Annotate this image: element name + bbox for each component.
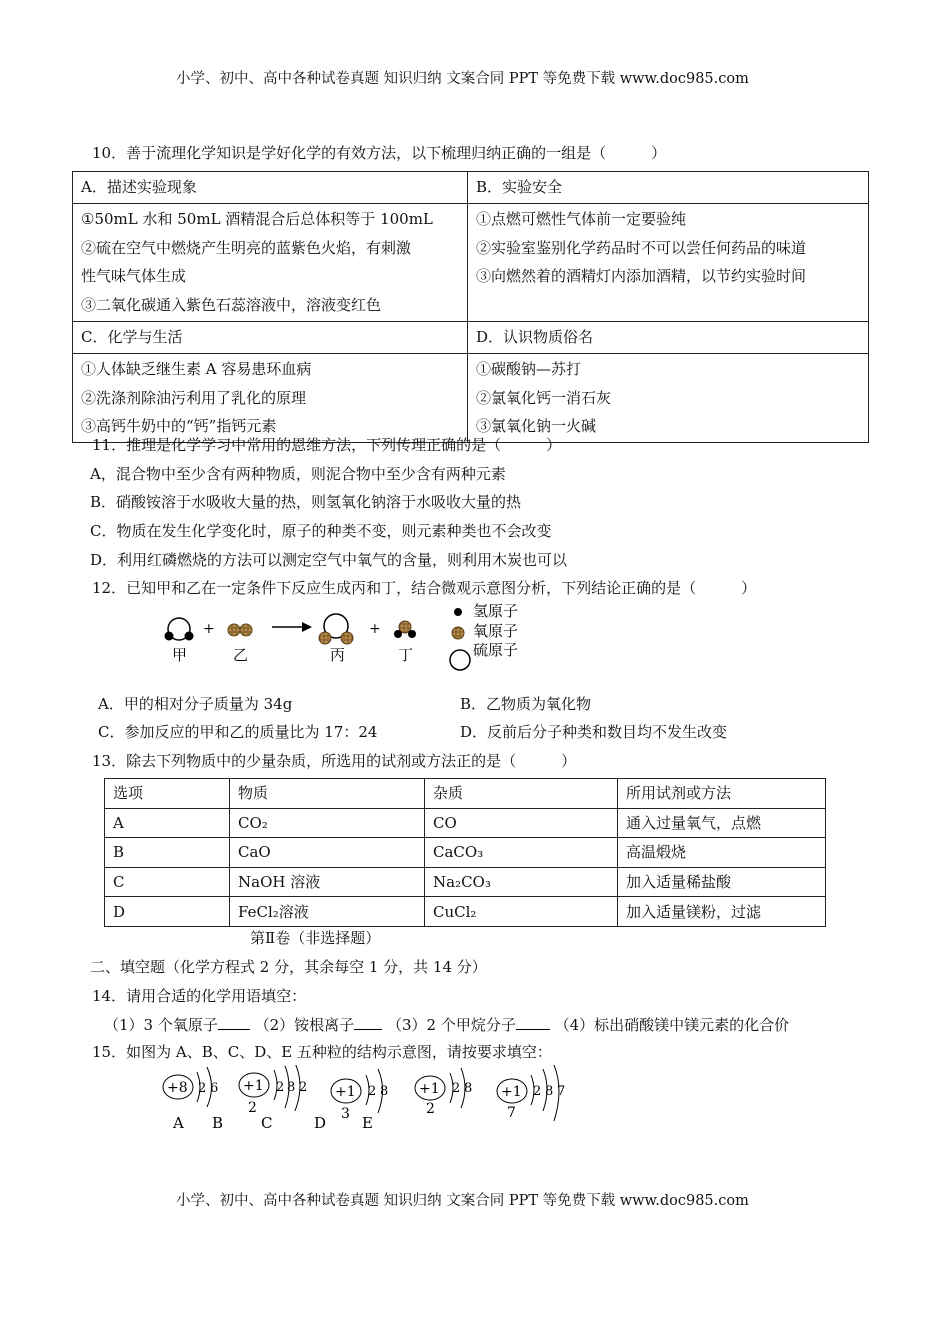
q13-rows-3-2: CuCl₂ [425, 897, 618, 927]
atom-a [163, 1067, 218, 1107]
q13-rows-1-1: CaO [230, 838, 425, 868]
label-b: B [212, 1114, 224, 1132]
section2-title: 二、填空题（化学方程式 2 分，其余每空 1 分，共 14 分） [90, 958, 487, 976]
q10-cells-0-lines-2: 性气味气体生成 [81, 267, 187, 286]
q10-b-title: B．实验安全 [468, 172, 869, 204]
q10-c-title: C．化学与生活 [73, 321, 468, 353]
q12-option-a: A．甲的相对分子质量为 34g [98, 695, 293, 713]
part2-title: 第Ⅱ卷（非选择题） [250, 929, 381, 947]
q13-stem: 13．除去下列物质中的少量杂质，所选用的试剂或方法正的是（ ） [92, 752, 577, 770]
q15-atoms-1-shells-2: 2 [299, 1080, 308, 1095]
q10-b-body [468, 203, 869, 321]
molecule-ding [394, 621, 416, 638]
svg-text:+: + [203, 621, 215, 637]
q15-atoms-4-shells-0: 2 [533, 1084, 542, 1099]
q13-rows-2-1: NaOH 溶液 [230, 867, 425, 897]
q15-atoms-1-shells-1: 8 [287, 1080, 296, 1095]
page-header: 小学、初中、高中各种试卷真题 知识归纳 文案合同 PPT 等免费下载 www.doc985.com [176, 71, 749, 87]
q15-atoms-0-shells-0: 2 [198, 1081, 207, 1096]
q14-stem: 14．请用合适的化学用语填空： [92, 987, 307, 1005]
table-row [105, 808, 826, 838]
oxygen-legend-icon [452, 627, 464, 639]
q15-atoms-4-sub: 7 [507, 1105, 516, 1121]
q15-atoms-0-nucleus: +8 [167, 1080, 188, 1096]
table-header-row [105, 779, 826, 809]
q15-atoms-0-shells-1: 6 [210, 1081, 219, 1096]
q10-cells-2-lines-0: ①人体缺乏继生素 A 容易患环血病 [81, 359, 312, 378]
label-bing: 丙 [330, 646, 346, 664]
q13-headers-0: 选项 [105, 779, 230, 809]
hydrogen-legend-icon [454, 608, 462, 616]
label-ding: 丁 [398, 646, 414, 664]
answer-blank-1[interactable] [218, 1015, 250, 1030]
atom-d [415, 1068, 472, 1117]
q15-atoms-2-shells-1: 8 [380, 1084, 389, 1099]
q15-atoms-3-nucleus: +1 [419, 1081, 440, 1097]
q10-cells-3-lines-0: ①碳酸钠—苏打 [476, 359, 582, 378]
molecule-bing [319, 614, 353, 644]
q13-rows-2-2: Na₂CO₃ [425, 867, 618, 897]
q12-option-d: D．反前后分子种类和数目均不发生改变 [460, 723, 728, 741]
q10-cells-2-lines-1: ②洗涤剂除油污利用了乳化的原理 [81, 388, 307, 407]
table-row [105, 897, 826, 927]
q15-atoms-1-nucleus: +1 [243, 1078, 264, 1094]
label-a: A [173, 1114, 184, 1132]
label-e: E [362, 1114, 373, 1132]
q13-rows-3-1: FeCl₂溶液 [230, 897, 425, 927]
q10-a-body [73, 203, 468, 321]
legend-oxygen: 氧原子 [473, 622, 519, 640]
q15-atoms-4-nucleus: +1 [501, 1084, 522, 1100]
q10-cells-0-lines-3: ③二氧化碳通入紫色石蕊溶液中，溶液变红色 [81, 296, 382, 315]
q15-atoms-3-shells-1: 8 [464, 1081, 473, 1096]
q10-c-body [73, 353, 468, 442]
q14-items-0: （1）3 个氧原子 [104, 1016, 218, 1034]
q13-table [104, 778, 826, 927]
q11-option-a: A，混合物中至少含有两种物质，则泥合物中至少含有两种元素 [90, 465, 506, 483]
q13-rows-0-0: A [105, 808, 230, 838]
q15-atoms-2-shells-0: 2 [368, 1084, 377, 1099]
q11-option-d: D．利用红磷燃烧的方法可以测定空气中氧气的含量，则利用木炭也可以 [90, 551, 568, 569]
molecule-yi [228, 624, 252, 636]
q12-option-b: B．乙物质为氧化物 [460, 695, 592, 713]
q15-stem: 15．如图为 A、B、C、D、E 五种粒的结构示意图，请按要求填空： [92, 1043, 552, 1061]
q10-cells-0-lines-1: ②硫在空气中燃烧产生明亮的蓝紫色火焰，有刺激 [81, 238, 412, 257]
molecule-jia [165, 618, 194, 641]
q14-items-3: （4）标出硝酸镁中镁元素的化合价 [554, 1016, 790, 1034]
atom-c [331, 1069, 388, 1122]
q12-stem: 12．已知甲和乙在一定条件下反应生成丙和丁，结合微观示意图分析，下列结论正确的是（ ） [92, 579, 757, 597]
q15-atoms-1-sub: 2 [248, 1100, 257, 1116]
q11-option-c: C．物质在发生化学变化时，原子的种类不变，则元素种类也不会改变 [90, 522, 552, 540]
table-row [105, 838, 826, 868]
q10-table [72, 171, 869, 443]
svg-text:+: + [369, 621, 381, 637]
label-d: D [314, 1114, 327, 1132]
label-c: C [261, 1114, 273, 1132]
legend-sulfur: 硫原子 [473, 641, 519, 659]
q13-headers-3: 所用试剂或方法 [618, 779, 826, 809]
q13-rows-0-1: CO₂ [230, 808, 425, 838]
q15-atoms-3-sub: 2 [426, 1101, 435, 1117]
q10-cells-1-lines-1: ②实验室鉴别化学药品时不可以尝任何药品的味道 [476, 238, 807, 257]
q10-cells-3-lines-2: ③氯氧化钠一火碱 [476, 417, 597, 436]
q10-cells-3-lines-1: ②氯氧化钙一消石灰 [476, 388, 612, 407]
atom-structure-diagram [150, 1065, 600, 1135]
q13-rows-3-3: 加入适量镁粉，过滤 [618, 897, 826, 927]
q13-headers-2: 杂质 [425, 779, 618, 809]
sulfur-legend-icon [450, 650, 470, 670]
q14-items [104, 1015, 789, 1034]
table-row [105, 867, 826, 897]
q10-cells-0-lines-0: ①50mL 水和 50mL 酒精混合后总体积等于 100mL [81, 209, 433, 228]
atom-e [497, 1065, 565, 1121]
q11-option-b: B．硝酸铵溶于水吸收大量的热，则氢氧化钠溶于水吸收大量的热 [90, 493, 522, 511]
q13-rows-1-3: 高温煅烧 [618, 838, 826, 868]
q10-d-title: D．认识物质俗名 [468, 321, 869, 353]
q13-rows-0-2: CO [425, 808, 618, 838]
q10-cells-2-lines-2: ③高钙牛奶中的“钙”指钙元素 [81, 417, 277, 436]
q13-headers-1: 物质 [230, 779, 425, 809]
legend-hydrogen: 氢原子 [473, 602, 519, 620]
q11-stem: 11．推理是化学学习中常用的恩维方法，下列传理正确的是（ ） [92, 436, 562, 454]
q15-atoms-2-sub: 3 [341, 1106, 350, 1122]
molecule-diagram [150, 598, 550, 673]
q15-atoms-2-nucleus: +1 [335, 1084, 356, 1100]
q13-rows-3-0: D [105, 897, 230, 927]
q14-items-2: （3）2 个甲烷分子 [386, 1016, 516, 1034]
q15-atoms-3-shells-0: 2 [452, 1081, 461, 1096]
q13-rows-1-0: B [105, 838, 230, 868]
q15-atoms-4-shells-1: 8 [545, 1084, 554, 1099]
q13-rows-1-2: CaCO₃ [425, 838, 618, 868]
q12-option-c: C．参加反应的甲和乙的质量比为 17：24 [98, 723, 378, 741]
label-jia: 甲 [172, 646, 188, 664]
label-yi: 乙 [233, 646, 249, 664]
q10-cells-1-lines-0: ①点燃可燃性气体前一定要验纯 [476, 209, 687, 228]
q13-rows-0-3: 通入过量氧气，点燃 [618, 808, 826, 838]
q10-d-body [468, 353, 869, 442]
q15-atoms-1-shells-0: 2 [276, 1080, 285, 1095]
answer-blank-2[interactable] [354, 1015, 382, 1030]
q13-rows-2-3: 加入适量稀盐酸 [618, 867, 826, 897]
q13-rows-2-0: C [105, 867, 230, 897]
q10-a-title: A．描述实验现象 [73, 172, 468, 204]
answer-blank-3[interactable] [516, 1015, 550, 1030]
q10-stem: 10．善于流理化学知识是学好化学的有效方法，以下梳理归纳正确的一组是（ ） [92, 144, 667, 162]
q10-cells-1-lines-2: ③向燃然着的酒精灯内添加酒精，以节约实验时间 [476, 267, 807, 286]
atom-b [239, 1065, 307, 1116]
q14-items-1: （2）铵根离子 [254, 1016, 355, 1034]
arrow-icon [272, 622, 312, 632]
q15-atoms-4-shells-2: 7 [557, 1084, 566, 1099]
page-footer: 小学、初中、高中各种试卷真题 知识归纳 文案合同 PPT 等免费下载 www.doc985.com [176, 1193, 749, 1209]
